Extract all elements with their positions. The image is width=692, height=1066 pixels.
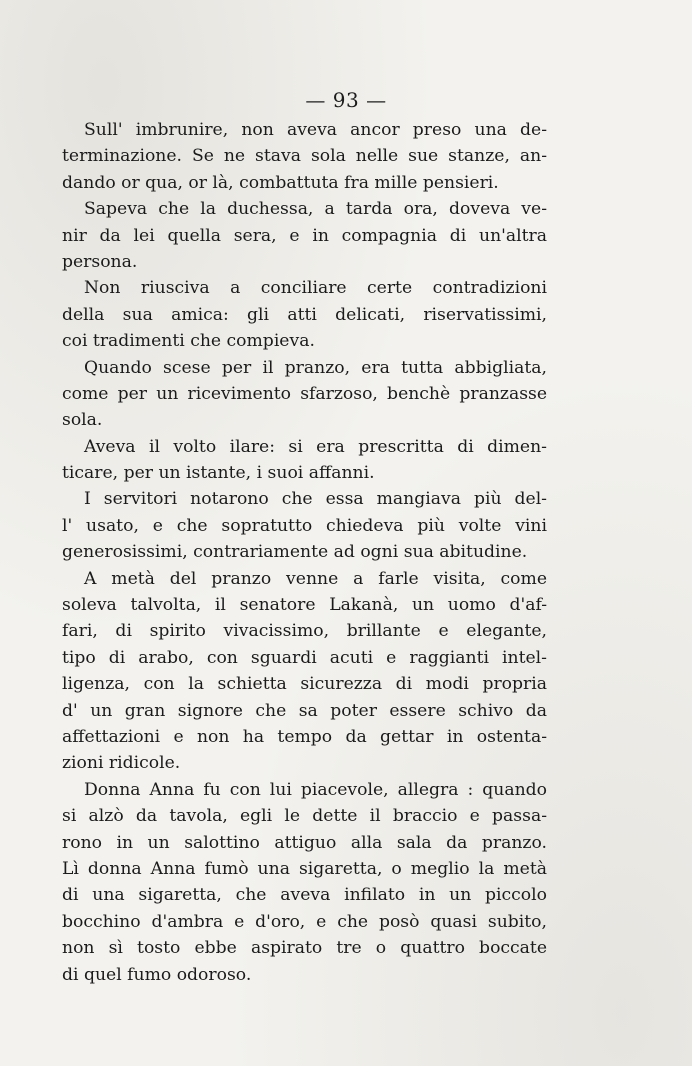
paragraph xyxy=(62,566,547,777)
text-line: affettazioni e non ha tempo da gettar in ostenta- xyxy=(62,726,547,747)
paragraph xyxy=(62,355,547,434)
body-text xyxy=(62,117,547,988)
paragraph xyxy=(62,196,547,275)
text-line: sola. xyxy=(62,410,103,431)
paragraph xyxy=(62,486,547,565)
text-line: d' un gran signore che sa poter essere schivo da xyxy=(62,700,547,721)
paragraph xyxy=(62,777,547,988)
text-line: si alzò da tavola, egli le dette il braccio e passa- xyxy=(62,806,547,827)
text-line: tipo di arabo, con sguardi acuti e raggianti intel- xyxy=(62,647,547,668)
text-line: Lì donna Anna fumò una sigaretta, o meglio la metà xyxy=(62,858,547,879)
text-line: Donna Anna fu con lui piacevole, allegra : quando xyxy=(84,779,547,800)
text-line: Sull' imbrunire, non aveva ancor preso una de- xyxy=(84,120,547,140)
text-line: terminazione. Se ne stava sola nelle sue stanze, an- xyxy=(62,146,547,167)
text-line: Sapeva che la duchessa, a tarda ora, doveva ve- xyxy=(84,199,547,220)
text-line: come per un ricevimento sfarzoso, benchè pranzasse xyxy=(62,383,547,404)
text-line: della sua amica: gli atti delicati, riservatissimi, xyxy=(62,304,547,325)
paragraph xyxy=(62,117,547,196)
text-line: fari, di spirito vivacissimo, brillante e elegante, xyxy=(62,621,547,642)
text-line: zioni ridicole. xyxy=(62,753,181,774)
text-line: A metà del pranzo venne a farle visita, come xyxy=(84,568,547,589)
text-line: ticare, per un istante, i suoi affanni. xyxy=(62,463,375,484)
text-line: I servitori notarono che essa mangiava più del- xyxy=(84,489,547,510)
text-line: rono in un salottino attiguo alla sala da pranzo. xyxy=(62,832,547,853)
text-line: Aveva il volto ilare: si era prescritta di dimen- xyxy=(84,436,547,457)
text-line: dando or qua, or là, combattuta fra mille pensieri. xyxy=(62,172,499,193)
text-line: bocchino d'ambra e d'oro, e che posò quasi subito, xyxy=(62,911,547,932)
text-line: soleva talvolta, il senatore Lakanà, un uomo d'af- xyxy=(62,595,547,616)
text-line: l' usato, e che sopratutto chiedeva più volte vini xyxy=(62,515,547,536)
page-number: — 93 — xyxy=(305,88,387,112)
text-line: nir da lei quella sera, e in compagnia di un'altra xyxy=(62,225,547,246)
text-line: non sì tosto ebbe aspirato tre o quattro boccate xyxy=(62,938,547,959)
text-line: Non riusciva a conciliare certe contradizioni xyxy=(84,278,547,299)
text-line: generosissimi, contrariamente ad ogni sua abitudine. xyxy=(62,542,528,563)
paragraph xyxy=(62,434,547,487)
paragraph xyxy=(62,275,547,354)
text-line: di una sigaretta, che aveva infilato in un piccolo xyxy=(62,885,547,906)
text-line: coi tradimenti che compieva. xyxy=(62,331,315,352)
text-line: Quando scese per il pranzo, era tutta abbigliata, xyxy=(84,357,547,378)
text-line: persona. xyxy=(62,251,138,272)
text-line: ligenza, con la schietta sicurezza di modi propria xyxy=(62,674,547,695)
text-line: di quel fumo odoroso. xyxy=(62,964,252,985)
